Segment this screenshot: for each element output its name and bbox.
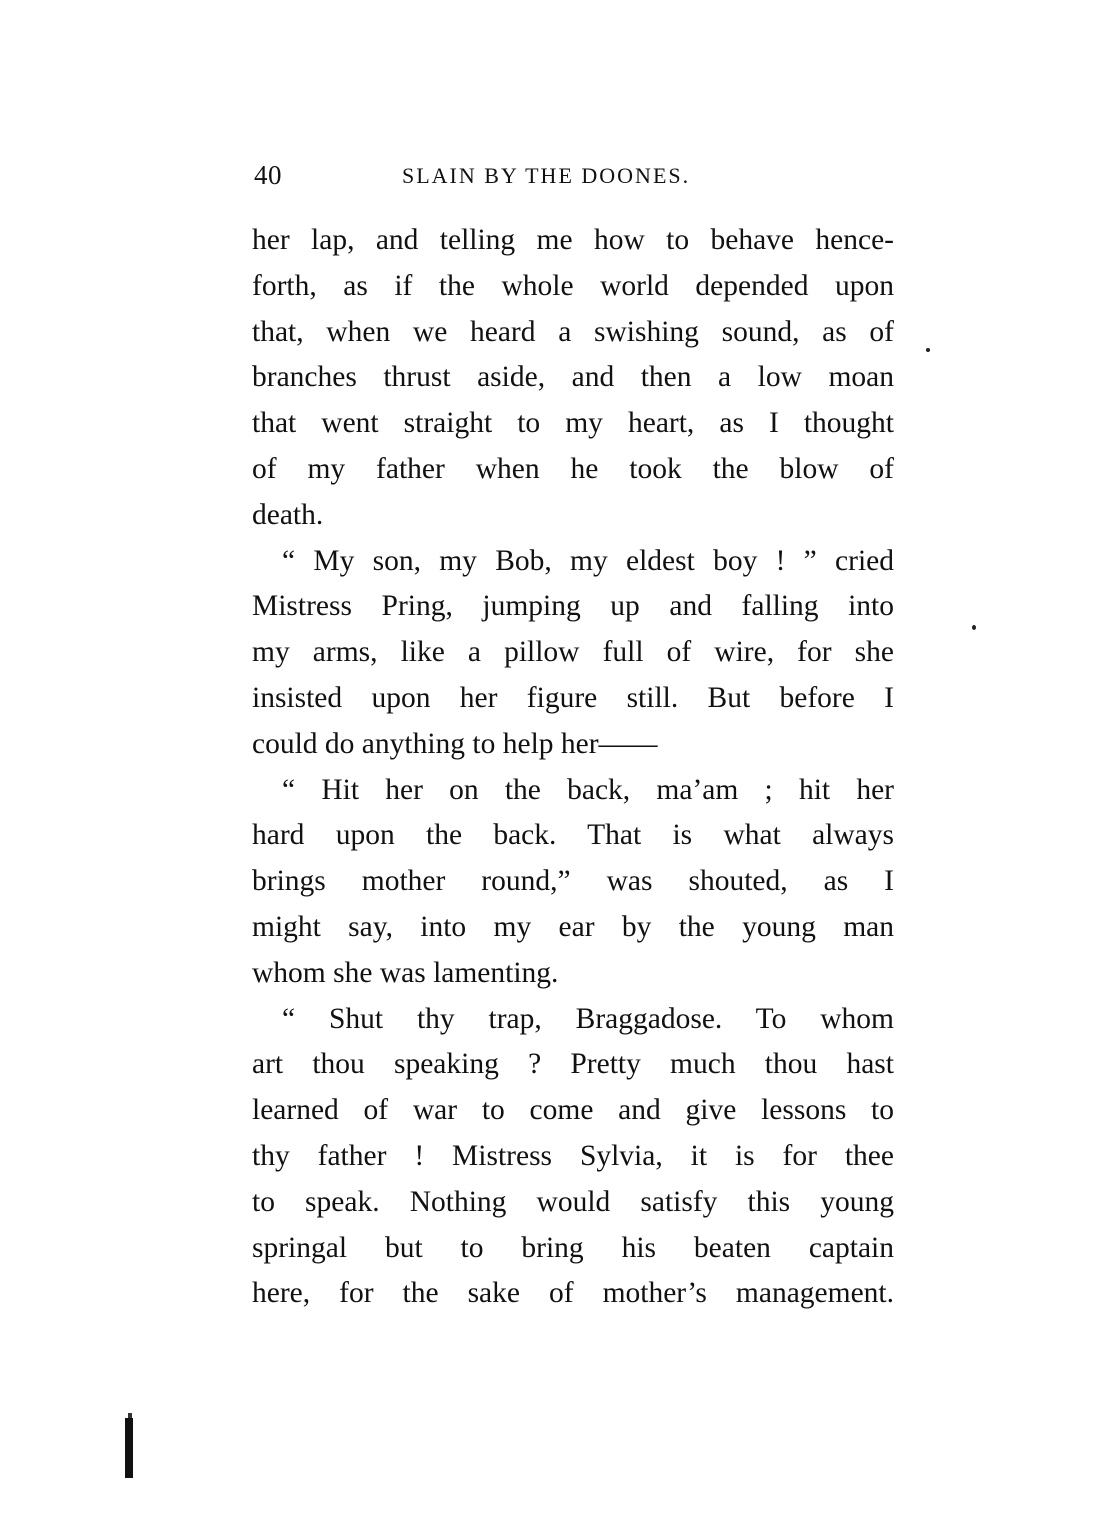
text-line: might say, into my ear by the young man (252, 910, 894, 943)
text-line: that, when we heard a swishing sound, as of (252, 315, 894, 348)
text-line: learned of war to come and give lessons to (252, 1094, 894, 1127)
text-line: to speak. Nothing would satisfy this young (252, 1185, 894, 1218)
running-head: SLAIN BY THE DOONES. (402, 163, 691, 188)
text-line: forth, as if the whole world depended upon (252, 269, 894, 302)
text-line: her lap, and telling me how to behave hence- (252, 224, 894, 256)
page-header (254, 160, 914, 196)
scan-speck (972, 625, 976, 630)
text-line: insisted upon her figure still. But before I (252, 681, 894, 714)
text-line: death. (252, 498, 324, 531)
text-line: art thou speaking ? Pretty much thou hast (252, 1048, 894, 1081)
text-line: branches thrust aside, and then a low moan (252, 361, 894, 394)
text-line: of my father when he took the blow of (252, 452, 894, 485)
text-line: here, for the sake of mother’s management. (252, 1277, 894, 1310)
text-line: brings mother round,” was shouted, as I (252, 865, 894, 898)
text-line: whom she was lamenting. (252, 956, 559, 989)
text-line: my arms, like a pillow full of wire, for she (252, 636, 894, 669)
text-line: could do anything to help her—— (252, 727, 658, 760)
text-line: springal but to bring his beaten captain (252, 1231, 894, 1264)
text-line: “ My son, my Bob, my eldest boy ! ” cried (282, 544, 894, 577)
text-line: that went straight to my heart, as I thought (252, 407, 894, 440)
scan-margin-bar (125, 1418, 133, 1478)
text-line: Mistress Pring, jumping up and falling into (252, 590, 894, 623)
text-line: “ Hit her on the back, ma’am ; hit her (282, 773, 894, 806)
page-number: 40 (254, 160, 282, 190)
text-line: thy father ! Mistress Sylvia, it is for thee (252, 1139, 894, 1172)
text-line: hard upon the back. That is what always (252, 819, 894, 852)
body-text (252, 218, 894, 1317)
text-line: “ Shut thy trap, Braggadose. To whom (282, 1002, 894, 1035)
scan-speck (926, 348, 930, 352)
